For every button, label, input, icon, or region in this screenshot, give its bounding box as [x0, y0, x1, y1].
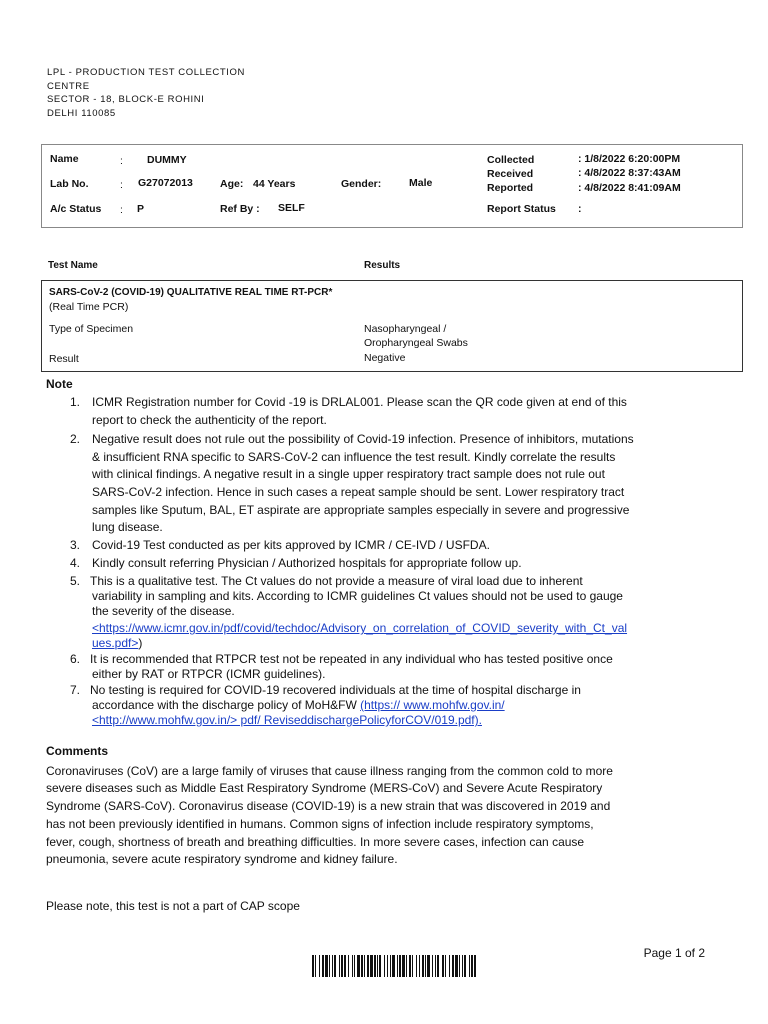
- mohfw-link[interactable]: (https:// www.mohfw.gov.in/: [360, 698, 505, 712]
- barcode-bar: [354, 955, 355, 977]
- barcode-bar: [387, 955, 388, 977]
- barcode-bar: [384, 955, 385, 977]
- barcode-bar: [442, 955, 444, 977]
- specimen-value-line2: Oropharyngeal Swabs: [364, 337, 468, 349]
- barcode-bar: [364, 955, 365, 977]
- icmr-advisory-link-continued[interactable]: ues.pdf>: [92, 636, 139, 650]
- cap-scope-note: Please note, this test is not a part of CAP scope: [46, 899, 300, 913]
- name-value: DUMMY: [147, 154, 187, 166]
- collected-value: : 1/8/2022 6:20:00PM: [578, 153, 681, 165]
- note-line: samples like Sputum, BAL, ET aspirate are appropriate samples especially in severe and progressive: [92, 503, 630, 517]
- note-line: the severity of the disease.: [92, 604, 235, 618]
- lab-name-line: CENTRE: [47, 80, 90, 92]
- barcode-bar: [409, 955, 411, 977]
- barcode-bar: [462, 955, 463, 977]
- barcode-bar: [412, 955, 413, 977]
- lab-name-line: LPL - PRODUCTION TEST COLLECTION: [47, 67, 245, 78]
- note-number: 3.: [70, 538, 81, 552]
- barcode-bar: [319, 955, 320, 977]
- barcode-bar: [464, 955, 466, 977]
- labno-value: G27072013: [138, 177, 193, 189]
- test-result-box: [41, 280, 743, 372]
- note-line: with clinical findings. A negative result in a single upper respiratory tract sample does not rule out: [92, 467, 605, 481]
- name-colon: :: [120, 155, 123, 167]
- barcode-bar: [322, 955, 324, 977]
- barcode-bar: [455, 955, 458, 977]
- result-label: Result: [49, 353, 79, 365]
- note-text: accordance with the discharge policy of MoH&FW: [92, 698, 361, 712]
- note-number: 7.: [70, 683, 81, 697]
- barcode-bar: [425, 955, 426, 977]
- note-line: report to check the authenticity of the report.: [92, 413, 327, 427]
- age-label: Age:: [220, 178, 244, 190]
- result-value: Negative: [364, 352, 406, 364]
- barcode-bar: [315, 955, 316, 977]
- refby-label: Ref By :: [220, 203, 260, 215]
- name-label: Name: [50, 153, 79, 165]
- barcode-bar: [469, 955, 470, 977]
- page-number: Page 1 of 2: [643, 946, 705, 960]
- column-header-test-name: Test Name: [48, 260, 98, 271]
- barcode-bar: [370, 955, 373, 977]
- icmr-advisory-link-end: [92, 636, 142, 650]
- note-line: SARS-CoV-2 infection. Hence in such cases a repeat sample should be sent. Lower respiratory tract: [92, 485, 625, 499]
- barcode-bar: [406, 955, 407, 977]
- note-line: variability in sampling and kits. According to ICMR guidelines Ct values should not be used to gauge: [92, 589, 623, 603]
- barcode-bar: [332, 955, 333, 977]
- comments-line: has not been previously identified in humans. Common signs of infection include respiratory symptoms,: [46, 817, 594, 831]
- column-header-results: Results: [364, 260, 401, 271]
- icmr-advisory-link[interactable]: <https://www.icmr.gov.in/pdf/covid/techdoc/Advisory_on_correlation_of_COVID_severity_with_Ct_val: [92, 621, 628, 635]
- barcode-bar: [427, 955, 430, 977]
- barcode-bar: [471, 955, 473, 977]
- barcode-bar: [392, 955, 395, 977]
- lab-address-line: SECTOR - 18, BLOCK-E ROHINI: [47, 94, 205, 105]
- note-line: Negative result does not rule out the possibility of Covid-19 infection. Presence of inhibitors, mutations: [92, 432, 634, 446]
- comments-line: severe diseases such as Middle East Respiratory Syndrome (MERS-CoV) and Severe Acute Respiratory: [46, 781, 603, 795]
- barcode-bar: [357, 955, 360, 977]
- specimen-value: Nasopharyngeal /: [364, 323, 447, 335]
- test-method: (Real Time PCR): [49, 301, 129, 313]
- note-line: It is recommended that RTPCR test not be repeated in any individual who has tested positive once: [90, 652, 613, 666]
- note-line: ICMR Registration number for Covid -19 is DRLAL001. Please scan the QR code given at end of this: [92, 395, 627, 409]
- note-line: lung disease.: [92, 520, 163, 534]
- collected-label: Collected: [487, 154, 535, 166]
- barcode-bar: [312, 955, 314, 977]
- patient-info-box: [41, 144, 743, 228]
- barcode-bar: [416, 955, 417, 977]
- mohfw-discharge-policy-link[interactable]: <http://www.mohfw.gov.in/> pdf/ ReviseddischargePolicyforCOV/019.pdf).: [92, 713, 482, 727]
- note-number: 1.: [70, 395, 81, 409]
- lab-address: [47, 66, 245, 120]
- barcode-bar: [334, 955, 336, 977]
- barcode-bar: [339, 955, 340, 977]
- barcode-bar: [474, 955, 476, 977]
- barcode-bar: [422, 955, 424, 977]
- barcode-bar: [419, 955, 420, 977]
- barcode-bar: [367, 955, 369, 977]
- received-value: : 4/8/2022 8:37:43AM: [578, 167, 681, 179]
- comments-line: pneumonia, severe acute respiratory syndrome and kidney failure.: [46, 852, 398, 866]
- comments-line: Syndrome (SARS-CoV). Coronavirus disease (COVID-19) is a new strain that was discovered in 2019 and: [46, 799, 611, 813]
- reported-value: : 4/8/2022 8:41:09AM: [578, 182, 681, 194]
- acstatus-colon: :: [120, 204, 123, 216]
- age-value: 44 Years: [253, 178, 296, 190]
- reported-label: Reported: [487, 182, 534, 194]
- barcode-bar: [432, 955, 433, 977]
- barcode-bar: [397, 955, 398, 977]
- acstatus-label: A/c Status: [50, 203, 102, 215]
- gender-label: Gender:: [341, 178, 382, 190]
- refby-value: SELF: [278, 202, 305, 214]
- link-close-paren: ): [138, 636, 143, 650]
- barcode-bar: [435, 955, 436, 977]
- note-line: Covid-19 Test conducted as per kits approved by ICMR / CE-IVD / USFDA.: [92, 538, 490, 552]
- note-number: 4.: [70, 556, 81, 570]
- acstatus-value: P: [137, 203, 145, 215]
- barcode-bar: [402, 955, 405, 977]
- note-line: This is a qualitative test. The Ct values do not provide a measure of viral load due to inherent: [90, 574, 583, 588]
- barcode-image: [312, 955, 478, 977]
- test-title: SARS-CoV-2 (COVID-19) QUALITATIVE REAL TIME RT-PCR*: [49, 287, 333, 298]
- barcode-bar: [459, 955, 460, 977]
- comments-title: Comments: [46, 744, 109, 758]
- barcode-bar: [361, 955, 363, 977]
- specimen-label: Type of Specimen: [49, 323, 134, 335]
- barcode-bar: [325, 955, 328, 977]
- barcode-bar: [437, 955, 439, 977]
- note-number: 6.: [70, 652, 81, 666]
- gender-value: Male: [409, 177, 433, 189]
- note-line: Kindly consult referring Physician / Authorized hospitals for appropriate follow up.: [92, 556, 522, 570]
- labno-colon: :: [120, 179, 123, 191]
- report-status-label: Report Status: [487, 203, 556, 215]
- note-title: Note: [46, 377, 73, 391]
- barcode-bar: [341, 955, 343, 977]
- barcode-bar: [348, 955, 349, 977]
- note-line: No testing is required for COVID-19 recovered individuals at the time of hospital discharge in: [90, 683, 581, 697]
- barcode-bar: [374, 955, 376, 977]
- received-label: Received: [487, 168, 534, 180]
- barcode-bar: [452, 955, 454, 977]
- note-number: 2.: [70, 432, 81, 446]
- barcode-bar: [399, 955, 401, 977]
- lab-city-line: DELHI 110085: [47, 107, 116, 119]
- barcode-bar: [352, 955, 353, 977]
- comments-line: Coronaviruses (CoV) are a large family of viruses that cause illness ranging from the common cold to more: [46, 764, 613, 778]
- barcode-bar: [449, 955, 450, 977]
- barcode-bar: [390, 955, 391, 977]
- note-number: 5.: [70, 574, 81, 588]
- comments-line: fever, cough, shortness of breath and breathing difficulties. In more severe cases, infection can cause: [46, 835, 585, 849]
- barcode-bar: [329, 955, 330, 977]
- barcode-bar: [377, 955, 378, 977]
- note-line: either by RAT or RTPCR (ICMR guidelines).: [92, 667, 326, 681]
- note-line: & insufficient RNA specific to SARS-CoV-2 can influence the test result. Kindly correlate the results: [92, 450, 616, 464]
- barcode-bar: [379, 955, 381, 977]
- barcode-bar: [344, 955, 346, 977]
- note-line-with-link: [92, 698, 505, 712]
- barcode-bar: [445, 955, 446, 977]
- report-status-value: :: [578, 203, 582, 215]
- labno-label: Lab No.: [50, 178, 89, 190]
